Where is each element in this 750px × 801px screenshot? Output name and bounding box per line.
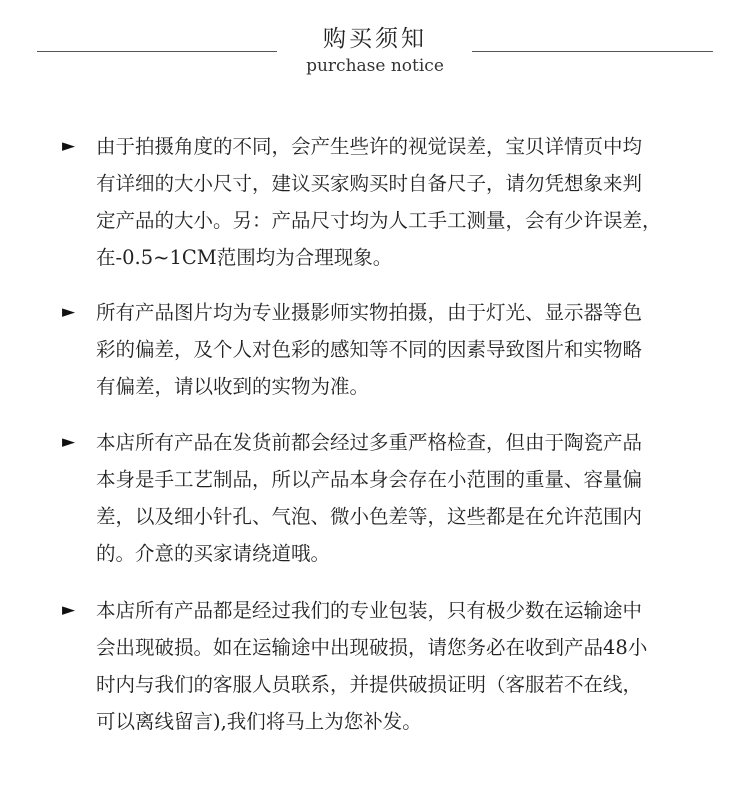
- notice-line: 所有产品图片均为专业摄影师实物拍摄，由于灯光、显示器等色: [96, 301, 643, 324]
- bullet-arrow-icon: ►: [62, 136, 76, 156]
- notice-line: 定产品的大小。另：产品尺寸均为人工手工测量，会有少许误差，: [96, 209, 662, 232]
- notice-line: 差，以及细小针孔、气泡、微小色差等，这些都是在允许范围内: [96, 505, 643, 528]
- bullet-arrow-icon: ►: [62, 302, 76, 322]
- bullet-arrow-icon: ►: [62, 432, 76, 452]
- page-title: 购买须知: [323, 26, 427, 52]
- notice-text: [96, 424, 690, 572]
- notice-line: 可以离线留言),我们将马上为您补发。: [96, 710, 422, 733]
- notice-line: 有详细的大小尺寸，建议买家购买时自备尺子，请勿凭想象来判: [96, 172, 643, 195]
- notice-line: 时内与我们的客服人员联系，并提供破损证明（客服若不在线，: [96, 673, 643, 696]
- notice-text: [96, 592, 690, 740]
- header: [0, 22, 750, 82]
- bullet-arrow-icon: ►: [62, 600, 76, 620]
- header-divider-right: [472, 51, 713, 52]
- notice-line: 有偏差，请以收到的实物为准。: [96, 375, 370, 398]
- notice-line: 彩的偏差，及个人对色彩的感知等不同的因素导致图片和实物略: [96, 338, 643, 361]
- page-subtitle: purchase notice: [306, 56, 444, 76]
- notice-line: 的。介意的买家请绕道哦。: [96, 542, 331, 565]
- notice-line: 由于拍摄角度的不同，会产生些许的视觉误差，宝贝详情页中均: [96, 135, 643, 158]
- notice-line: 本店所有产品在发货前都会经过多重严格检查，但由于陶瓷产品: [96, 431, 643, 454]
- notice-text: [96, 128, 690, 276]
- notice-item: [0, 592, 750, 742]
- notice-item: [0, 128, 750, 294]
- notice-line: 本店所有产品都是经过我们的专业包装，只有极少数在运输途中: [96, 599, 643, 622]
- notice-item: [0, 424, 750, 592]
- notice-line: 在-0.5~1CM范围均为合理现象。: [96, 246, 393, 269]
- notice-line: 本身是手工艺制品，所以产品本身会存在小范围的重量、容量偏: [96, 468, 643, 491]
- notice-text: [96, 294, 690, 405]
- notice-item: [0, 294, 750, 424]
- notice-list: [0, 128, 750, 742]
- notice-line: 会出现破损。如在运输途中出现破损，请您务必在收到产品48小: [96, 636, 648, 659]
